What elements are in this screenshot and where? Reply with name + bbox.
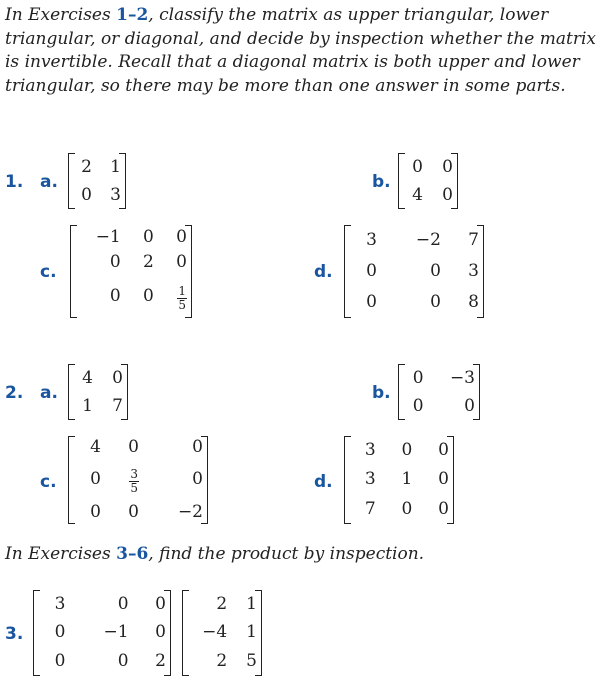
exercise-number-1: 1. bbox=[5, 172, 24, 192]
matrix-entry: 3 bbox=[468, 261, 479, 281]
matrix-entry: 0 bbox=[176, 227, 187, 247]
matrix-entry: 0 bbox=[128, 501, 139, 522]
matrix-3-left bbox=[33, 590, 171, 676]
matrix-entry: 5 bbox=[246, 651, 257, 672]
matrix-entry: −2 bbox=[177, 501, 203, 522]
matrix-entry: 7 bbox=[112, 395, 123, 416]
matrix-entry: 0 bbox=[143, 286, 154, 307]
right-bracket bbox=[185, 225, 192, 318]
matrix-1a bbox=[68, 153, 126, 209]
matrix-entry: 0 bbox=[192, 469, 203, 490]
matrix-entry: 2 bbox=[81, 156, 92, 177]
matrix-entry: 0 bbox=[412, 367, 424, 388]
matrix-entry: 3 bbox=[364, 440, 376, 461]
matrix-entry: 2 bbox=[143, 252, 154, 273]
fraction: $\frac{1}{5}$ bbox=[178, 283, 186, 312]
section-instructions: In Exercises 3–6, find the product by inspection. bbox=[5, 544, 425, 564]
exercise-range: 3–6 bbox=[116, 544, 149, 564]
matrix-entry: 1 bbox=[82, 395, 93, 416]
matrix-entry: 7 bbox=[364, 498, 376, 519]
left-bracket bbox=[70, 225, 77, 318]
exercise-instructions: In Exercises 1–2, classify the matrix as upper triangular, lower triangular, or diagonal, and decide by inspection whether the matrix is invertible. Recall that a diagonal matrix is both upper and lower triangular, so there may be more than one answer in some parts. bbox=[5, 5, 596, 96]
matrix-entry: 0 bbox=[412, 395, 424, 416]
matrix-entry: 0 bbox=[401, 440, 413, 461]
part-label-b: b. bbox=[372, 172, 391, 192]
matrix-entry: 0 bbox=[54, 622, 66, 643]
matrix-1d bbox=[344, 225, 484, 318]
matrix-entry: 0 bbox=[109, 286, 121, 307]
matrix-entry: 0 bbox=[109, 252, 121, 273]
left-bracket bbox=[33, 590, 40, 676]
right-bracket bbox=[164, 590, 171, 676]
part-label-a: a. bbox=[40, 172, 58, 192]
matrix-entry: 0 bbox=[90, 501, 101, 522]
matrix-entry: 0 bbox=[128, 437, 139, 458]
matrix-entry: 3 bbox=[110, 184, 121, 205]
matrix-entry: 0 bbox=[155, 593, 166, 614]
left-bracket bbox=[68, 436, 75, 524]
matrix-entry: 4 bbox=[90, 437, 101, 458]
matrix-entry: −2 bbox=[415, 230, 441, 250]
matrix-entry: 4 bbox=[82, 367, 93, 388]
right-bracket bbox=[201, 436, 208, 524]
matrix-entry: −4 bbox=[202, 622, 228, 643]
left-bracket bbox=[344, 225, 351, 318]
matrix-2c bbox=[68, 436, 208, 524]
matrix-entry: 0 bbox=[438, 498, 449, 519]
matrix-entry: 3 bbox=[366, 230, 377, 250]
matrix-entry: 0 bbox=[155, 622, 166, 643]
matrix-entry: 1 bbox=[246, 622, 257, 643]
matrix-entry: 0 bbox=[401, 498, 413, 519]
matrix-1c bbox=[70, 225, 192, 318]
matrix-entry: 0 bbox=[54, 651, 66, 672]
matrix-entry: 0 bbox=[117, 651, 129, 672]
left-bracket bbox=[344, 436, 351, 524]
matrix-entry: 0 bbox=[442, 184, 453, 205]
matrix-entry: −3 bbox=[449, 367, 475, 388]
exercise-number-2: 2. bbox=[5, 383, 24, 403]
right-bracket bbox=[451, 153, 458, 209]
matrix-entry: 0 bbox=[90, 469, 101, 490]
matrix-entry: 0 bbox=[366, 292, 377, 312]
left-bracket bbox=[182, 590, 189, 676]
matrix-2a bbox=[68, 364, 128, 420]
right-bracket bbox=[477, 225, 484, 318]
matrix-entry: 7 bbox=[468, 230, 479, 250]
matrix-entry: 0 bbox=[464, 395, 475, 416]
matrix-entry: 0 bbox=[81, 184, 92, 205]
matrix-entry: 0 bbox=[438, 469, 449, 490]
matrix-entry: 0 bbox=[412, 156, 423, 177]
right-bracket bbox=[447, 436, 454, 524]
right-bracket bbox=[473, 364, 480, 420]
matrix-entry: 2 bbox=[155, 651, 166, 672]
left-bracket bbox=[68, 153, 75, 209]
matrix-entry: 2 bbox=[216, 651, 228, 672]
matrix-entry: −1 bbox=[95, 227, 121, 247]
matrix-entry: 0 bbox=[442, 156, 453, 177]
part-label-d: d. bbox=[314, 472, 333, 492]
matrix-entry: 0 bbox=[117, 593, 129, 614]
left-bracket bbox=[68, 364, 75, 420]
matrix-entry: 0 bbox=[112, 367, 123, 388]
matrix-entry bbox=[106, 460, 144, 501]
matrix-entry: 0 bbox=[430, 292, 441, 312]
matrix-entry: 1 bbox=[246, 593, 257, 614]
matrix-2d bbox=[344, 436, 454, 524]
part-label-a: a. bbox=[40, 383, 58, 403]
matrix-entry: 8 bbox=[468, 292, 479, 312]
matrix-entry: 4 bbox=[412, 184, 423, 205]
part-label-c: c. bbox=[40, 472, 57, 492]
matrix-3-right bbox=[182, 590, 262, 676]
left-bracket bbox=[398, 364, 405, 420]
matrix-entry: 1 bbox=[110, 156, 121, 177]
exercise-number-3: 3. bbox=[5, 624, 24, 644]
matrix-entry: 0 bbox=[438, 440, 449, 461]
matrix-entry: 3 bbox=[364, 469, 376, 490]
matrix-entry: 0 bbox=[366, 261, 377, 281]
matrix-entry: −1 bbox=[103, 622, 129, 643]
right-bracket bbox=[119, 153, 126, 209]
matrix-entry: 1 bbox=[401, 469, 413, 490]
matrix-1b bbox=[398, 153, 458, 209]
matrix-entry: 0 bbox=[143, 227, 154, 247]
matrix-2b bbox=[398, 364, 480, 420]
exercise-range: 1–2 bbox=[116, 5, 149, 25]
part-label-d: d. bbox=[314, 262, 333, 282]
matrix-entry: 0 bbox=[176, 252, 187, 273]
right-bracket bbox=[121, 364, 128, 420]
left-bracket bbox=[398, 153, 405, 209]
matrix-entry: 2 bbox=[216, 593, 228, 614]
matrix-entry: 0 bbox=[430, 261, 441, 281]
fraction: $\frac{3}{5}$ bbox=[130, 467, 138, 495]
right-bracket bbox=[255, 590, 262, 676]
matrix-entry: 0 bbox=[192, 437, 203, 458]
part-label-b: b. bbox=[372, 383, 391, 403]
part-label-c: c. bbox=[40, 262, 57, 282]
matrix-entry: 3 bbox=[54, 593, 66, 614]
